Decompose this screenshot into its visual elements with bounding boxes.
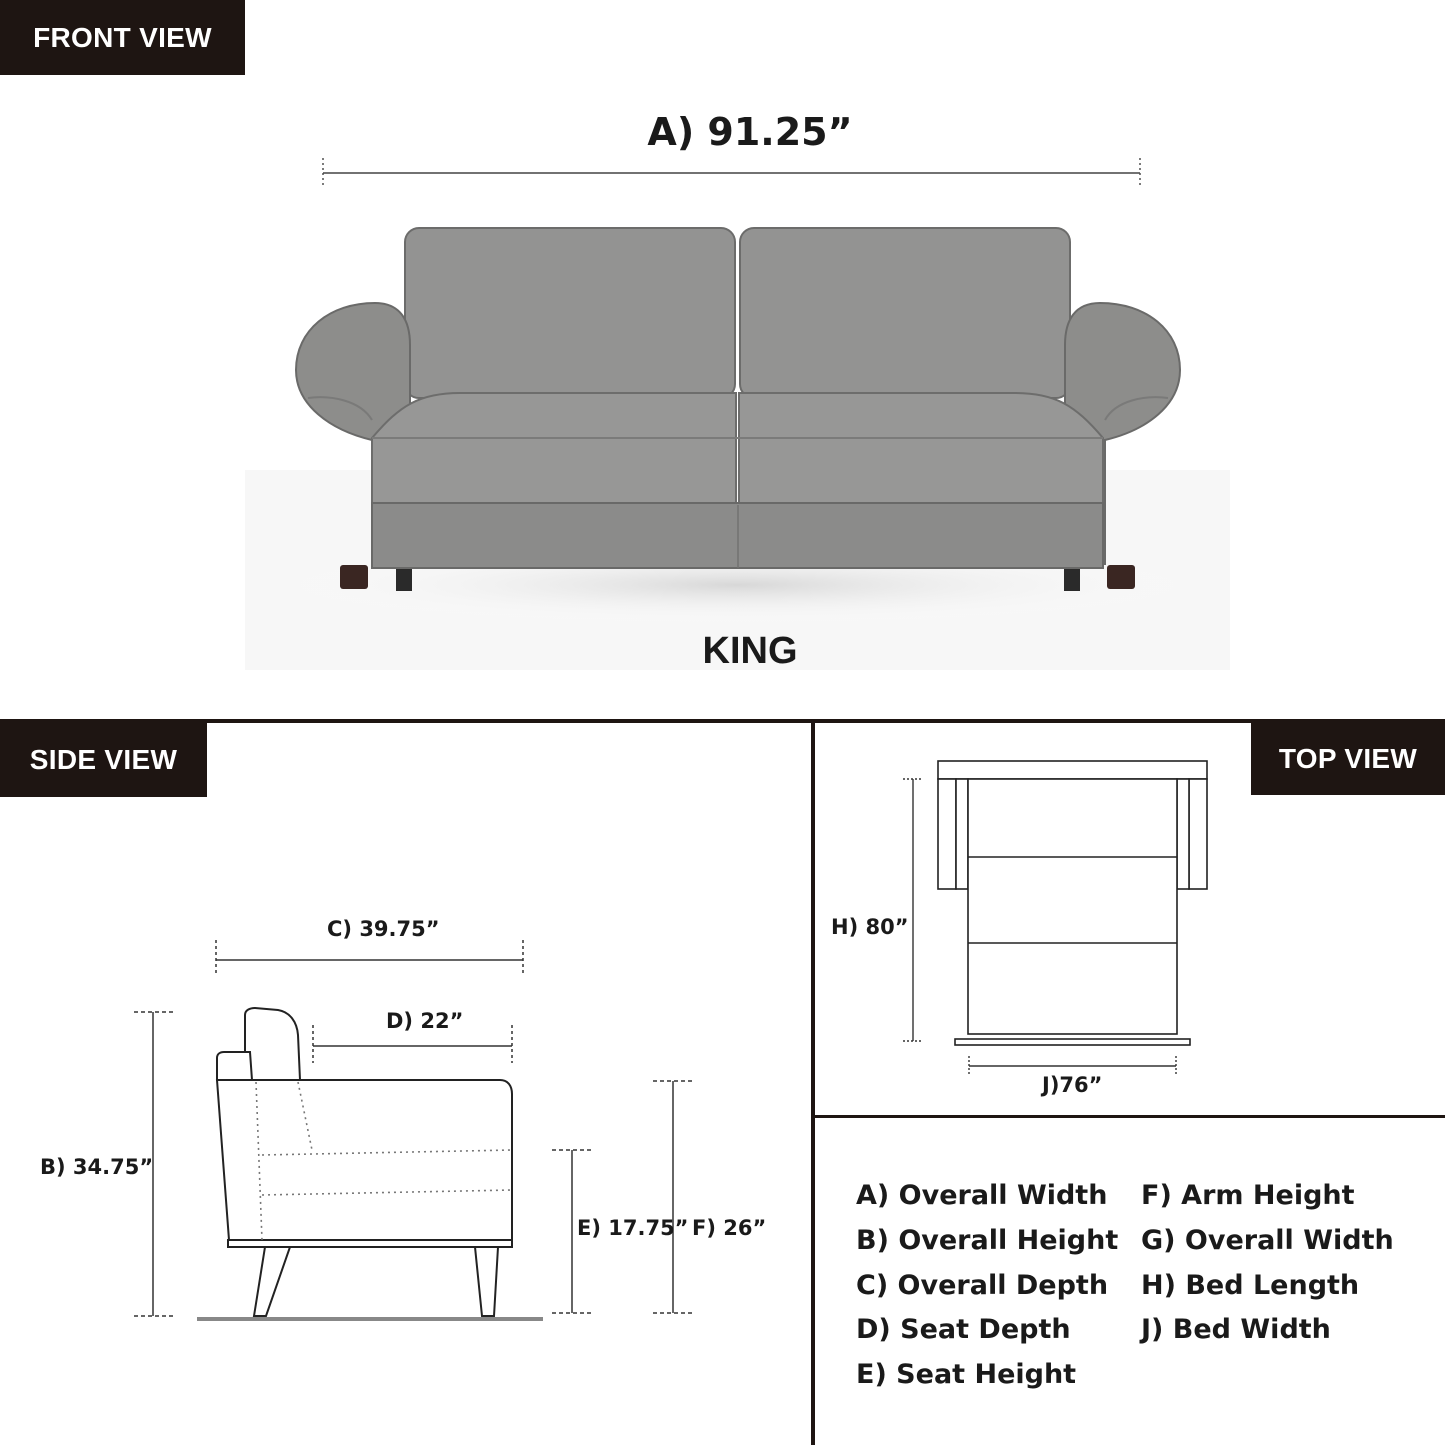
seat-depth-label: D) 22” — [386, 1009, 464, 1033]
legend-right-column — [1141, 1174, 1394, 1353]
top-view-tag: TOP VIEW — [1251, 723, 1445, 795]
legend-item: C) Overall Depth — [856, 1269, 1109, 1301]
overall-width-label: A) 91.25” — [647, 110, 853, 154]
arm-height-label: F) 26” — [692, 1216, 767, 1240]
legend-item: H) Bed Length — [1141, 1269, 1360, 1301]
seat-height-label: E) 17.75” — [577, 1216, 689, 1240]
size-label: KING — [702, 630, 798, 672]
legend-item: A) Overall Width — [856, 1180, 1108, 1211]
sofa-bed-plan — [938, 761, 1207, 1045]
legend-item: J) Bed Width — [1141, 1314, 1331, 1346]
bed-width-label: J)76” — [1042, 1073, 1103, 1097]
side-view-tag: SIDE VIEW — [0, 723, 207, 797]
front-view-tag: FRONT VIEW — [0, 0, 245, 75]
bed-length-label: H) 80” — [831, 915, 909, 939]
legend-item: G) Overall Width — [1141, 1224, 1394, 1256]
overall-depth-label: C) 39.75” — [327, 917, 440, 941]
legend-left-column — [856, 1174, 1118, 1398]
overall-height-label: B) 34.75” — [40, 1155, 154, 1179]
legend-item: D) Seat Depth — [856, 1314, 1071, 1346]
legend-item: E) Seat Height — [856, 1359, 1077, 1390]
legend-item: B) Overall Height — [856, 1224, 1119, 1256]
legend-item: F) Arm Height — [1141, 1180, 1355, 1211]
